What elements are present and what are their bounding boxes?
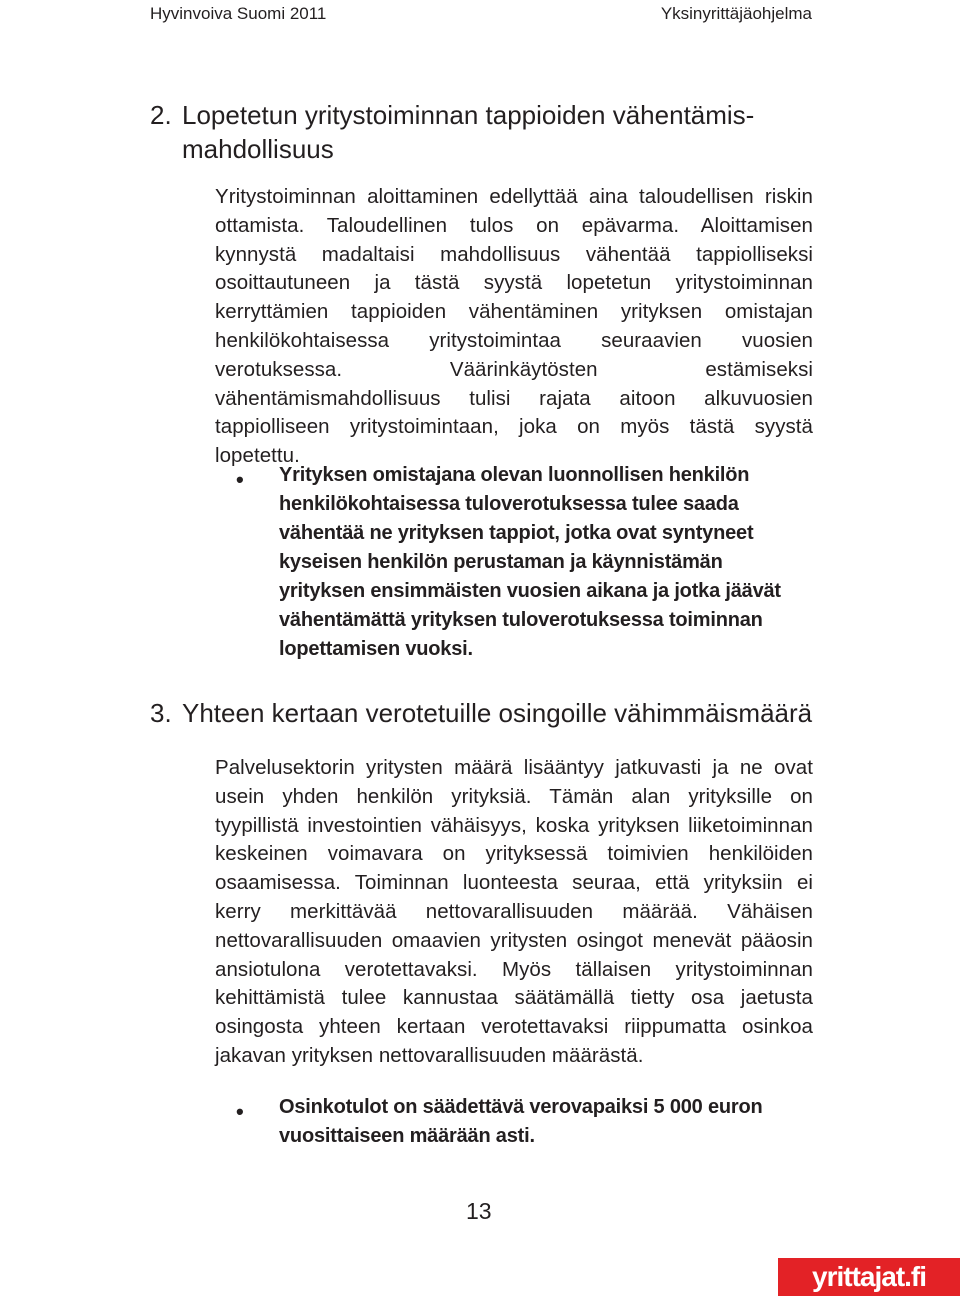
section-3 bbox=[150, 696, 820, 730]
section-3-title-text: Yhteen kertaan verotetuille osingoille vähimmäismäärä bbox=[182, 698, 813, 728]
bullet-dot-icon: • bbox=[236, 1099, 244, 1124]
section-3-paragraph: Palvelusektorin yritysten määrä lisääntyy jatkuvasti ja ne ovat usein yhden henkilön yrityksiä. Tämän alan yrityksille on tyypillistä investointien vähäisyys, koska yrityksen liiketoiminnan keskeinen voimavara on yrityksessä toimivien henkilöiden osaamisessa. Toiminnan luonteesta seuraa, että yrityksiin ei kerry merkittävää nettovarallisuuden määrää. Vähäisen nettovarallisuuden omaavien yritysten osingot menevät pääosin ansiotulona verotettavaksi. Myös tällaisen yritystoiminnan kehittämistä tulee kannustaa säätämällä tietty osa jaetusta osingosta yhteen kertaan verotettavaksi riippumatta osinkoa jakavan yrityksen nettovarallisuuden määrästä. bbox=[215, 756, 813, 1067]
section-2-bullet: Yrityksen omistajana olevan luonnollisen henkilön henkilökohtaisessa tuloverotuksessa tulee saada vähentää ne yrityksen tappiot, jotka ovat syntyneet kyseisen henkilön perustaman ja käynnistämän yrityksen ensimmäisten vuosien aikana ja jotka jäävät vähentämättä yrityksen tuloverotuksessa toiminnan lopettamisen vuoksi. bbox=[279, 464, 781, 660]
running-header-left: Hyvinvoiva Suomi 2011 bbox=[150, 4, 327, 23]
section-3-title bbox=[150, 696, 820, 730]
section-3-bullet: Osinkotulot on säädettävä verovapaiksi 5 000 euron vuosittaiseen määrään asti. bbox=[279, 1096, 763, 1147]
section-2-title bbox=[150, 98, 820, 166]
section-3-number: 3. bbox=[150, 698, 172, 728]
section-2-title-line-2: mahdollisuus bbox=[182, 134, 334, 164]
brand-logo: yrittajat.fi bbox=[778, 1258, 960, 1296]
section-2 bbox=[150, 98, 820, 166]
bullet-dot-icon: • bbox=[236, 467, 244, 492]
section-2-number: 2. bbox=[150, 100, 172, 130]
page-number: 13 bbox=[466, 1198, 492, 1224]
section-2-paragraph: Yritystoiminnan aloittaminen edellyttää aina taloudellisen riskin ottamista. Taloudellinen tulos on epävarma. Aloittamisen kynnystä madaltaisi mahdollisuus vähentää tappiolliseksi osoittautuneen ja tästä syystä lopetetun yritystoiminnan kerryttämien tappioiden vähentäminen yrityksen omistajan henkilökohtaisessa yritystoimintaa seuraavien vuosien verotuksessa. Väärinkäytösten estämiseksi vähentämismahdollisuus tulisi rajata aitoon alkuvuosien tappiolliseen yritystoimintaan, joka on myös tästä syystä lopetettu. bbox=[215, 185, 813, 468]
running-header-right: Yksinyrittäjäohjelma bbox=[660, 4, 812, 23]
section-2-title-line-1: Lopetetun yritystoiminnan tappioiden vähentämis- bbox=[182, 100, 755, 130]
